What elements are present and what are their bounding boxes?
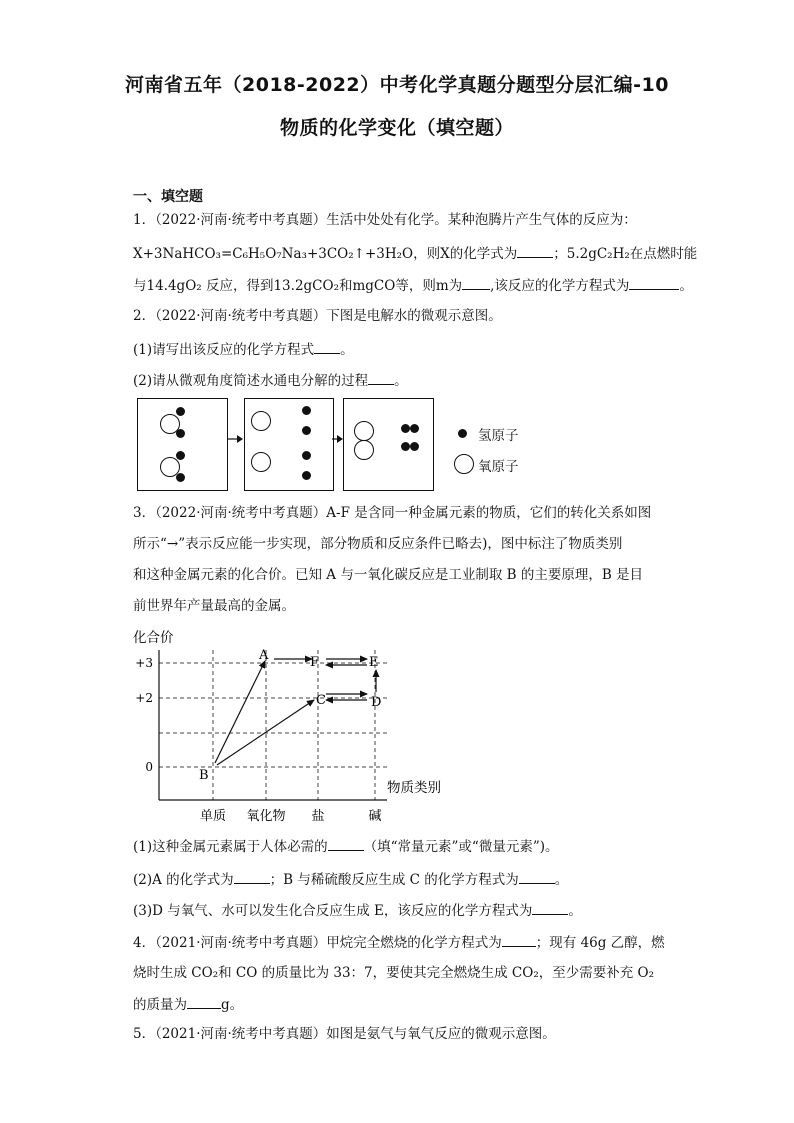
box-water-molecules <box>137 398 228 491</box>
legend-oxygen-symbol <box>454 454 474 474</box>
q3-line3: 和这种金属元素的化合价。已知 A 与一氧化碳反应是工业制取 B 的主要原理，B 是目 <box>133 567 644 583</box>
oxygen-atom <box>354 440 374 460</box>
q1-line3: 与14.4gO₂ 反应，得到13.2gCO₂和mgCO等，则m为 ,该反应的化学方程式为 。 <box>133 275 693 296</box>
answer-blank[interactable] <box>629 275 679 290</box>
q4-line1: 4．（2021·河南·统考中考真题）甲烷完全燃烧的化学方程式为 ；现有 46g 乙醇，燃 <box>133 932 665 953</box>
q2-line2: (1)请写出该反应的化学方程式 。 <box>133 339 354 360</box>
hydrogen-atom <box>401 442 410 451</box>
point-label-f: F <box>310 655 320 670</box>
legend-oxygen-label: 氧原子 <box>478 459 519 475</box>
hydrogen-atom <box>176 407 185 416</box>
q3-line2: 所示“→”表示反应能一步实现，部分物质和反应条件已略去)，图中标注了物质类别 <box>133 536 623 552</box>
y-tick-label: +2 <box>135 691 153 705</box>
hydrogen-atom <box>176 429 185 438</box>
hydrogen-atom <box>401 424 410 433</box>
point-label-b: B <box>199 768 209 783</box>
q3-sub3: (3)D 与氧气、水可以发生化合反应生成 E，该反应的化学方程式为 。 <box>133 900 582 921</box>
q4-line2: 烧时生成 CO₂和 CO 的质量比为 33：7，要使其完全燃烧生成 CO₂，至少需要补充 O₂ <box>133 965 655 981</box>
q2-line1: 2．（2022·河南·统考中考真题）下图是电解水的微观示意图。 <box>133 308 502 324</box>
box-separated-atoms <box>244 398 334 491</box>
answer-blank[interactable] <box>314 339 340 354</box>
hydrogen-atom <box>302 451 311 460</box>
answer-blank[interactable] <box>532 900 568 915</box>
q4-line3: 的质量为 g。 <box>133 994 243 1015</box>
hydrogen-atom <box>176 451 185 460</box>
x-tick-label: 盐 <box>311 809 325 824</box>
q3-sub2: (2)A 的化学式为 ；B 与稀硫酸反应生成 C 的化学方程式为 。 <box>133 869 568 890</box>
y-tick-label: 0 <box>145 760 153 774</box>
answer-blank[interactable] <box>234 869 270 884</box>
document-title-line1: 河南省五年（2018-2022）中考化学真题分题型分层汇编-10 <box>125 74 669 96</box>
oxygen-atom <box>251 411 271 431</box>
q1-line2: X+3NaHCO₃=C₆H₅O₇Na₃+3CO₂↑+3H₂O，则X的化学式为 ；5.2gC₂H₂在点燃时能 <box>133 243 697 264</box>
q1-line1: 1．（2022·河南·统考中考真题）生活中处处有化学。某种泡腾片产生气体的反应为： <box>133 212 637 228</box>
q5-line1: 5．（2021·河南·统考中考真题）如图是氨气与氧气反应的微观示意图。 <box>133 1026 556 1042</box>
answer-blank[interactable] <box>328 836 364 851</box>
x-tick-label: 氧化物 <box>246 809 286 824</box>
valence-category-chart <box>125 620 465 830</box>
reaction-arrow <box>215 661 265 763</box>
point-label-a: A <box>259 648 269 663</box>
hydrogen-atom <box>302 406 311 415</box>
legend-hydrogen-symbol <box>458 429 467 438</box>
point-label-d: D <box>371 695 382 710</box>
oxygen-atom <box>354 421 374 441</box>
hydrogen-atom <box>410 424 419 433</box>
box-products <box>343 398 434 491</box>
hydrogen-atom <box>302 426 311 435</box>
hydrogen-atom <box>302 471 311 480</box>
q3-sub1: (1)这种金属元素属于人体必需的 （填“常量元素”或“微量元素”)。 <box>133 836 559 857</box>
chart-xlabel: 物质类别 <box>387 780 441 796</box>
chart-ylabel: 化合价 <box>133 630 174 646</box>
q2-line3: (2)请从微观角度简述水通电分解的过程 。 <box>133 370 408 391</box>
answer-blank[interactable] <box>517 243 553 258</box>
q3-line1: 3．（2022·河南·统考中考真题）A-F 是含同一种金属元素的物质，它们的转化关系如图 <box>133 505 652 521</box>
legend-hydrogen-label: 氢原子 <box>478 428 519 444</box>
answer-blank[interactable] <box>368 370 394 385</box>
answer-blank[interactable] <box>187 994 221 1009</box>
point-label-c: C <box>316 693 326 708</box>
hydrogen-atom <box>410 442 419 451</box>
answer-blank[interactable] <box>502 932 536 947</box>
answer-blank[interactable] <box>462 275 490 290</box>
document-title-line2: 物质的化学变化（填空题） <box>279 117 514 139</box>
point-label-e: E <box>369 655 379 670</box>
y-tick-label: +3 <box>135 656 153 670</box>
q3-line4: 前世界年产量最高的金属。 <box>133 598 295 614</box>
arrow-icon <box>226 432 244 446</box>
hydrogen-atom <box>176 473 185 482</box>
answer-blank[interactable] <box>519 869 555 884</box>
section-heading: 一、填空题 <box>133 189 203 205</box>
oxygen-atom <box>251 452 271 472</box>
x-tick-label: 单质 <box>199 809 227 824</box>
x-tick-label: 碱 <box>368 809 382 824</box>
